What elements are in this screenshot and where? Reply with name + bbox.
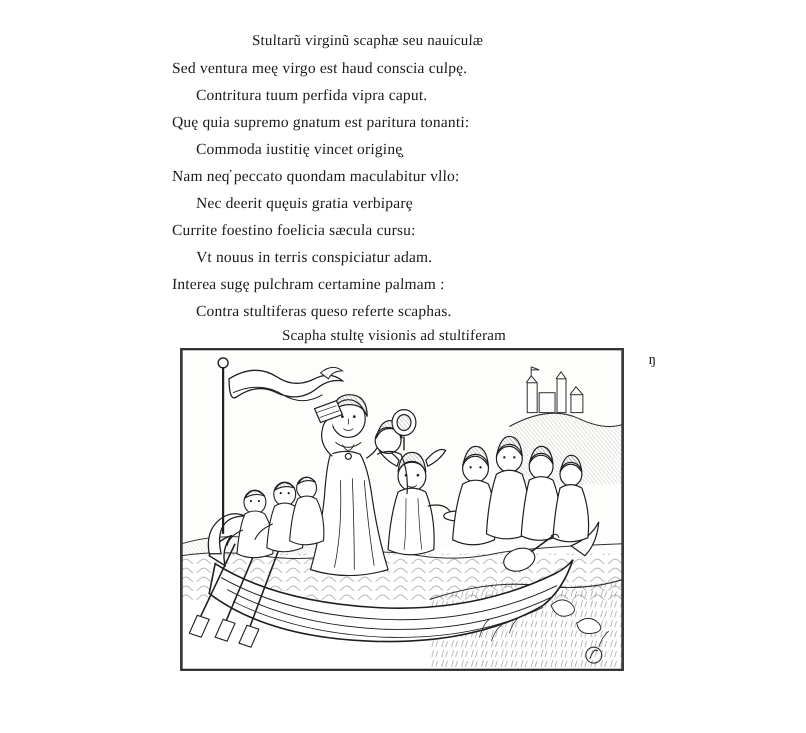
poem-line: Vt nouus in terris conspiciatur adam. — [195, 249, 433, 266]
poem-line: Interea sugę pulchram certamine palmam : — [171, 276, 445, 293]
poem-line: Quę quia supremo gnatum est paritura tonanti: — [171, 114, 470, 131]
woodcut-illustration — [180, 348, 624, 671]
poem-heading: Stultarũ virginũ scaphæ seu nauiculæ — [251, 33, 484, 49]
poem-line: Contritura tuum perfida vipra caput. — [195, 87, 428, 104]
poem-line: Nec deerit quęuis gratia verbiparȩ — [195, 195, 414, 212]
poem-text-block — [0, 28, 806, 369]
poem-line: Nam neq̕ peccato quondam maculabitur vllo: — [171, 168, 460, 185]
poem-line: Sed ventura meę virgo est haud conscia culpę. — [171, 60, 468, 77]
poem-line: Currite foestino foelicia sæcula cursu: — [171, 222, 416, 239]
folio-mark: ŋ — [648, 352, 656, 368]
illustration-caption-line-1: Scapha stultę visionis ad stultiferam — [281, 328, 507, 344]
poem-line: Commoda iustitię vincet originę̧ — [195, 141, 403, 158]
poem-line: Contra stultiferas queso referte scaphas. — [195, 303, 452, 320]
